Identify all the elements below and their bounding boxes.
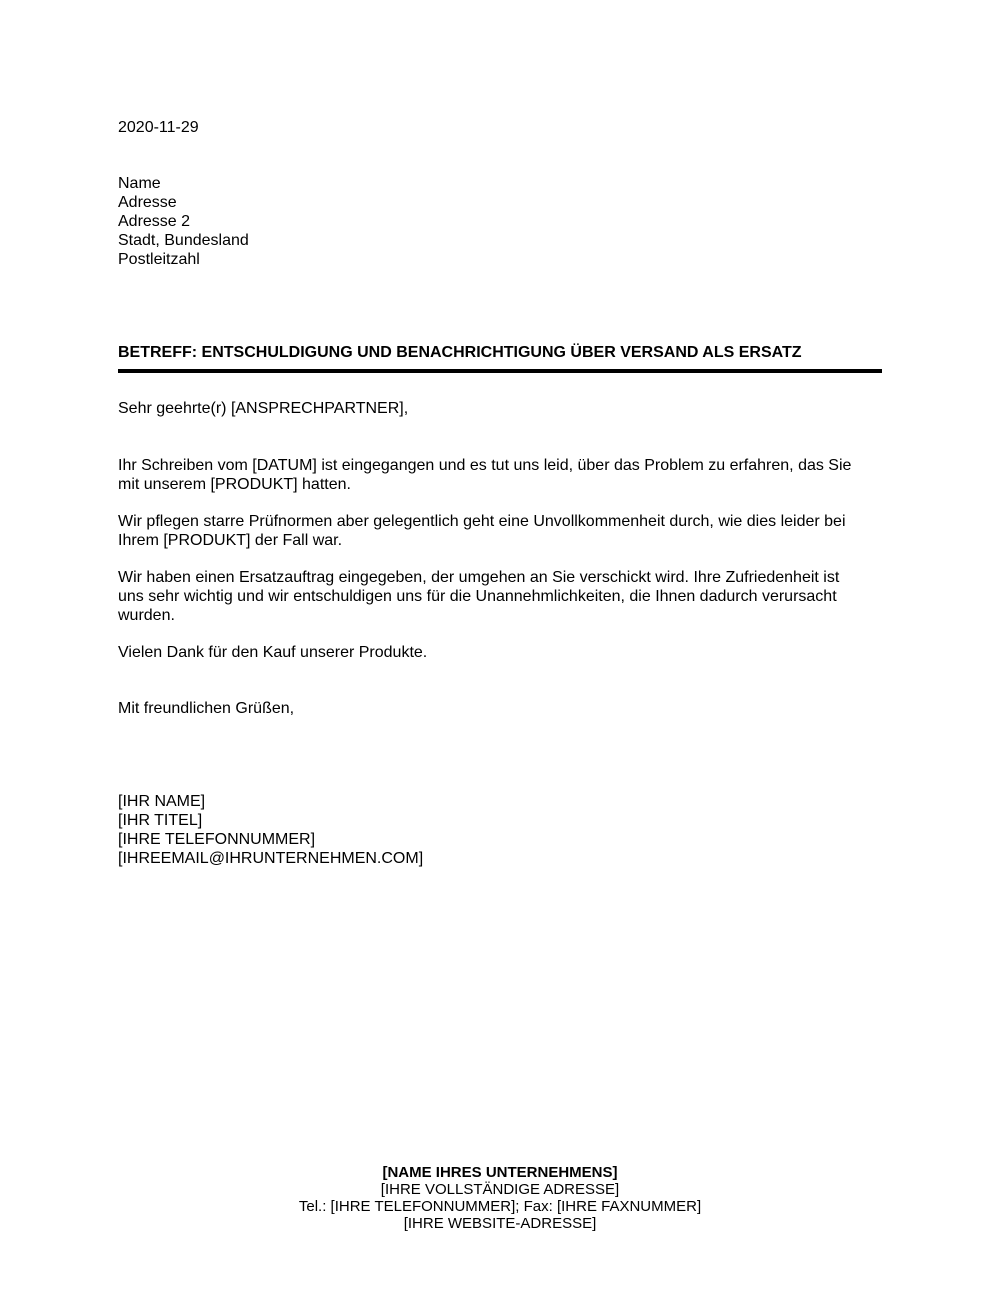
- letter-date: 2020-11-29: [118, 119, 199, 136]
- paragraph-2-line-1: Wir pflegen starre Prüfnormen aber gelegentlich geht eine Unvollkommenheit durch, wie dies leider bei: [118, 513, 846, 530]
- footer-address: [IHRE VOLLSTÄNDIGE ADRESSE]: [380, 1181, 620, 1198]
- paragraph-3-line-2: uns sehr wichtig und wir entschuldigen uns für die Unannehmlichkeiten, die Ihnen dadurch verursacht: [118, 588, 837, 605]
- recipient-city-state: Stadt, Bundesland: [118, 232, 249, 249]
- recipient-address: Adresse: [118, 194, 177, 211]
- footer-contact: Tel.: [IHRE TELEFONNUMMER]; Fax: [IHRE FAXNUMMER]: [298, 1198, 702, 1215]
- footer-company-name: [NAME IHRES UNTERNEHMENS]: [382, 1164, 618, 1181]
- signature-email: [IHREEMAIL@IHRUNTERNEHMEN.COM]: [118, 850, 424, 867]
- closing: Mit freundlichen Grüßen,: [118, 700, 295, 717]
- subject-line: BETREFF: ENTSCHULDIGUNG UND BENACHRICHTIGUNG ÜBER VERSAND ALS ERSATZ: [118, 344, 802, 361]
- recipient-name: Name: [118, 175, 161, 192]
- signature-title: [IHR TITEL]: [118, 812, 203, 829]
- signature-phone: [IHRE TELEFONNUMMER]: [118, 831, 316, 848]
- footer-website: [IHRE WEBSITE-ADRESSE]: [403, 1215, 597, 1232]
- paragraph-2-line-2: Ihrem [PRODUKT] der Fall war.: [118, 532, 343, 549]
- paragraph-3-line-3: wurden.: [118, 607, 175, 624]
- salutation: Sehr geehrte(r) [ANSPRECHPARTNER],: [118, 400, 409, 417]
- subject-divider: [118, 369, 882, 373]
- paragraph-3-line-1: Wir haben einen Ersatzauftrag eingegeben, der umgehen an Sie verschickt wird. Ihre Zufriedenheit ist: [118, 569, 840, 586]
- paragraph-4-line-1: Vielen Dank für den Kauf unserer Produkte.: [118, 644, 428, 661]
- recipient-postal-code: Postleitzahl: [118, 251, 200, 268]
- recipient-address-2: Adresse 2: [118, 213, 191, 230]
- paragraph-1-line-2: mit unserem [PRODUKT] hatten.: [118, 476, 351, 493]
- signature-name: [IHR NAME]: [118, 793, 206, 810]
- paragraph-1-line-1: Ihr Schreiben vom [DATUM] ist eingegangen und es tut uns leid, über das Problem zu erfahren, das Sie: [118, 457, 852, 474]
